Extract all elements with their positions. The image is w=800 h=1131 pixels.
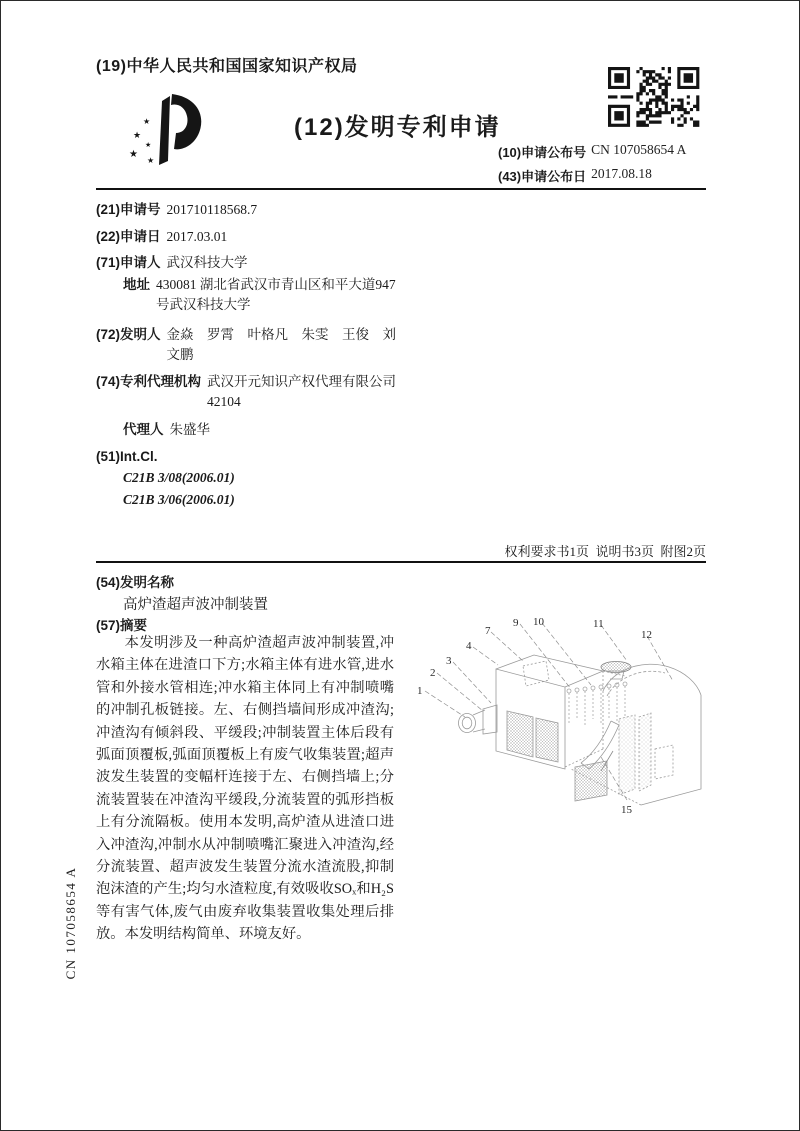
application-number-label: (21)申请号 — [96, 202, 161, 217]
address-label: 地址 — [123, 277, 150, 292]
pages-summary: 权利要求书1页 说明书3页 附图2页 — [504, 544, 706, 559]
application-number-value: 201710118568.7 — [166, 202, 258, 217]
agent-value: 朱盛华 — [169, 422, 210, 437]
application-date-value: 2017.03.01 — [166, 229, 228, 244]
mid-divider — [96, 561, 706, 563]
header-divider — [96, 188, 706, 190]
callout-3: 3 — [446, 655, 452, 667]
callout-15: 15 — [621, 804, 632, 816]
qr-code — [608, 67, 701, 132]
applicant-value: 武汉科技大学 — [166, 255, 248, 270]
int-cl-row — [96, 447, 401, 467]
agency-label: (74)专利代理机构 — [96, 374, 202, 389]
svg-text:★: ★ — [145, 141, 152, 149]
int-cl-label: (51)Int.Cl. — [96, 449, 158, 464]
cnipa-logo — [123, 91, 219, 183]
callout-2: 2 — [430, 667, 436, 679]
inventors-row — [96, 325, 401, 365]
callout-9: 9 — [513, 617, 519, 629]
publication-number-row — [498, 142, 686, 161]
address-value: 430081 湖北省武汉市青山区和平大道947号武汉科技大学 — [156, 277, 396, 312]
patent-office-name: (19)中华人民共和国国家知识产权局 — [96, 58, 358, 75]
invention-title-label: (54)发明名称 — [96, 575, 175, 590]
applicant-label: (71)申请人 — [96, 255, 161, 270]
publication-date-row — [498, 166, 652, 185]
callout-7: 7 — [485, 625, 491, 637]
callout-1: 1 — [417, 685, 423, 697]
application-number-row — [96, 200, 401, 220]
callout-11: 11 — [593, 618, 604, 630]
int-cl-entry-1: C21B 3/08(2006.01) — [123, 470, 235, 485]
application-date-label: (22)申请日 — [96, 229, 161, 244]
figure-leader-lines — [425, 623, 673, 800]
int-cl-entry-2: C21B 3/06(2006.01) — [123, 492, 235, 507]
publication-number-label: (10)申请公布号 — [498, 145, 587, 160]
svg-text:★: ★ — [133, 130, 142, 140]
application-date-row — [96, 227, 401, 247]
agency-row — [96, 372, 401, 412]
agent-label: 代理人 — [123, 422, 164, 437]
svg-text:★: ★ — [129, 149, 138, 160]
inventors-value: 金焱 罗霄 叶格凡 朱雯 王俊 刘文鹏 — [166, 327, 397, 362]
agent-row — [123, 420, 401, 440]
figure-drawing — [459, 655, 702, 805]
patent-figure — [403, 599, 725, 837]
abstract-text: 本发明涉及一种高炉渣超声波冲制装置,冲水箱主体在进渣口下方;水箱主体有进水管,进水管和外接水管相连;冲水箱主体同上有冲制喷嘴的冲制孔板链接。左、右侧挡墙间形成冲渣沟;冲渣沟有倾斜段、平缓段;冲制装置主体后段有弧面顶覆板,弧面顶覆板上有废气收集装置;超声波发生装置的变幅杆连接于左、右侧挡墙上;分流装置装在冲渣沟平缓段,分流装置的弧形挡板上有分流隔板。使用本发明,高炉渣从进渣口进入冲渣沟,冲制水从冲制喷嘴汇聚进入冲渣沟,经分流装置、超声波发生装置分流水渣流股,抑制泡沫渣的产生;均匀水渣粒度,有效吸收SOₓ和H₂S等有害气体,废气由废弃收集装置收集处理后排放。本发明结构简单、环境友好。 — [96, 635, 394, 943]
address-row — [123, 275, 401, 315]
abstract-label: (57)摘要 — [96, 618, 148, 633]
agency-value: 武汉开元知识产权代理有限公司 42104 — [207, 374, 397, 409]
callout-12: 12 — [641, 629, 652, 641]
publication-number-value: CN 107058654 A — [591, 142, 687, 157]
side-publication-number: CN 107058654 A — [63, 866, 78, 980]
callout-10: 10 — [533, 616, 544, 628]
invention-title: 高炉渣超声波冲制装置 — [123, 597, 268, 613]
applicant-row — [96, 253, 401, 273]
svg-text:★: ★ — [147, 156, 155, 165]
callout-4: 4 — [466, 640, 472, 652]
svg-text:★: ★ — [143, 117, 151, 126]
publication-date-label: (43)申请公布日 — [498, 169, 587, 184]
logo-stars — [129, 117, 154, 165]
publication-date-value: 2017.08.18 — [591, 166, 652, 181]
inventors-label: (72)发明人 — [96, 327, 161, 342]
document-type-title: (12)发明专利申请 — [294, 114, 501, 141]
